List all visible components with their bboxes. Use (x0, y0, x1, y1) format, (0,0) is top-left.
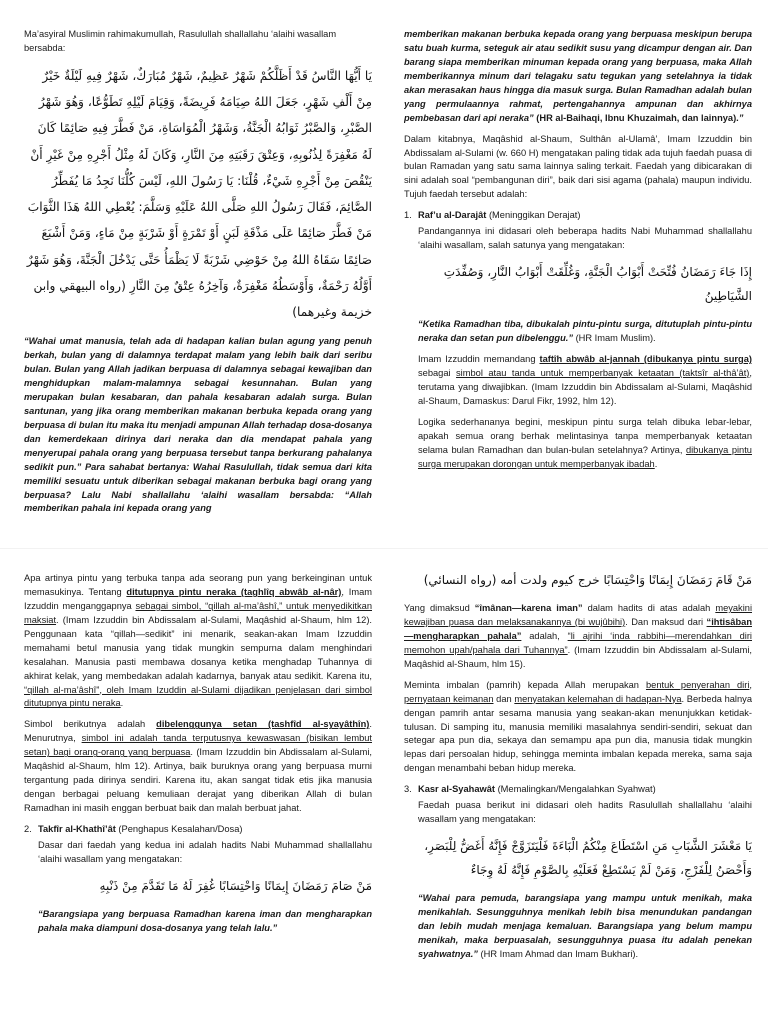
reward-request-paragraph (404, 679, 752, 777)
continuation-text: memberikan makanan berbuka kepada orang yang berpuasa meskipun berupa satu buah kurma, seteguk air atau sedikit susu yang dicampur dengan air. Dan barang siapa memberikan minuman kepada orang yang berpuasa, maka Allah memberikannya minum dari telagaku satu tegukan yang setelahnya ia tidak akan merasakan haus hingga dia masuk surga. Bulan Ramadhan adalah bulan yang permulaannya rahmat, pertengahannya ampunan dan akhirnya pembebasan dari api neraka” (404, 29, 752, 123)
item1-quote-reference: (HR Imam Muslim). (572, 333, 656, 343)
hadith-translation: “Wahai umat manusia, telah ada di hadapan kalian bulan agung yang penuh berkah, bulan yang di dalamnya terdapat malam yang lebih baik dari seribu bulan. Bulan yang Allah jadikan berpuasa di dalamnya sebagai kewajiban dan menghidupkan malam-malamnya sebagai kesunnahan. Bulan yang merupakan bulan kesabaran, dan pahala kesabaran adalah surga. Bulan santunan, yang jika orang memberikan makanan berbuka kepada orang yang berpuasa di bulan itu maka itu menjadi ampunan Allah terhadap dosa-dosanya dan kemerdekaan dirinya dari neraka dan dia mendapat pahala yang menyerupai pahala orang yang berpuasa tersebut tanpa berkurang pahalanya sedikit pun.” Para sahabat bertanya: Wahai Rasulullah, tidak semua dari kita memiliki sesuatu untuk diberikan sebagai makanan berbuka bagi orang yang berpuasa? Lalu Nabi shallallahu ‘alaihi wasallam bersabda: “Allah memberikan pahala ini kepada orang yang (24, 336, 372, 514)
text-span: Yang dimaksud (404, 603, 475, 613)
continuation-reference: (HR al-Baihaqi, Ibnu Khuzaimah, dan lainnya). (533, 112, 739, 123)
item-number: 2. (24, 823, 32, 834)
underlined-term: “li ajrihi ‘inda rabbihi—merendahkan diri memohon upah/pahala dari Tuhannya” (404, 630, 752, 655)
item3-quote-reference: (HR Imam Ahmad dan Imam Bukhari). (477, 948, 639, 959)
continuation-quote-mark: ” (738, 112, 744, 123)
underlined-term: simbol atau tanda untuk memperbanyak ketaatan (taktsîr al-thâ’ât) (456, 367, 750, 378)
text-span: Apa artinya pintu yang terbuka tanpa ada seorang pun yang berkeinginan untuk memasukinya. Tentang (24, 573, 372, 597)
iman-ihtisab-paragraph (404, 602, 752, 672)
intro-text: Ma’asyiral Muslimin rahimakumullah, Rasulullah shallallahu ‘alaihi wasallam bersabda: (24, 29, 337, 53)
text-span: . (654, 458, 658, 469)
translation-continuation (404, 28, 752, 126)
top-right-column (404, 28, 752, 540)
item2-quote: “Barangsiapa yang berpuasa Ramadhan karena iman dan mengharapkan pahala maka diampuni dosa-dosanya yang telah lalu.” (38, 908, 372, 933)
underlined-term: dibukanya pintu surga merupakan dorongan untuk memperbanyak ibadah (418, 444, 752, 469)
item1-quote-text: “Ketika Ramadhan tiba, dibukalah pintu-pintu surga, ditutuplah pintu-pintu neraka dan setan pun dibelenggu.” (418, 319, 752, 343)
item1-paragraph-3 (418, 416, 752, 472)
item-title: Kasr al-Syahawât (418, 784, 495, 795)
item3-quote (418, 892, 752, 962)
bottom-right-column (404, 562, 752, 1020)
item2-arabic: مَنْ صَامَ رَمَضَانَ إِيمَانًا وَاحْتِسَابًا غُفِرَ لَهُ مَا تَقَدَّمَ مِنْ ذَنْبِهِ (99, 878, 372, 893)
item3-text: Faedah puasa berikut ini didasari oleh hadits Rasulullah shallallahu ‘alaihi wasallam yang mengatakan: (418, 800, 752, 825)
item3-arabic: يَا مَعْشَرَ الشَّبَابِ مَنِ اسْتَطَاعَ مِنْكُمُ الْبَاءَةَ فَلْيَتَزَوَّجْ فَإِنَّهُ أَغَضُّ لِلْبَصَرِ، وَأَحْصَنُ لِلْفَرْجِ، وَمَنْ لَمْ يَسْتَطِعْ فَعَلَيْهِ بِالصَّوْمِ فَإِنَّهُ لَهُ وِجَاءٌ (424, 839, 752, 878)
underlined-term: meyakini kewajiban puasa dan melaksanakannya (bi wujûbihi) (404, 603, 752, 627)
item-subtitle: (Memalingkan/Mengalahkan Syahwat) (495, 784, 656, 795)
text-span: . (Imam Izzuddin bin Abdissalam al-Sulami, Maqâshid al-Shaum, hlm 12). Penggunaan kata “qillah—sedikit” ini menarik, seakan-akan Imam Izzuddin memahami betul manusia yang tidak mungkin sempurna dalam menghindari kesalahan. Manusia pasti membawa dosanya ketika menghadap Tuhannya di akhirat kelak, yang membedakan adalah kadarnya, banyak atau sedikit. Karena itu, (24, 614, 372, 681)
item-number: 1. (404, 210, 412, 221)
underlined-term: menyatakan kelemahan di hadapan-Nya (514, 693, 682, 704)
item1-quote (418, 318, 752, 346)
shackled-devils-paragraph (24, 718, 372, 816)
text-span: Simbol berikutnya adalah (24, 719, 157, 730)
text-span: , (749, 679, 752, 690)
hell-gates-paragraph (24, 572, 372, 711)
text-span: dan (493, 693, 515, 704)
item-subtitle: (Penghapus Kesalahan/Dosa) (115, 823, 243, 834)
underlined-term: sebagai simbol, “qillah al-ma’âshî,” untuk menyedikitkan maksiat (24, 600, 372, 625)
item-title: Takfîr al-Khathî’ât (38, 823, 116, 834)
arabic-hadith-ramadhan: يَا أَيُّهَا النَّاسُ قَدْ أَظَلَّكُمْ شَهْرٌ عَظِيمٌ، شَهْرٌ مُبَارَكٌ، شَهْرٌ فِيهِ لَيْلَةٌ خَيْرٌ مِنْ أَلْفِ شَهْرٍ، جَعَلَ اللهُ صِيَامَهُ فَرِيضَةً، وَقِيَامَ لَيْلِهِ تَطَوُّعًا، وَهُوَ شَهْرُ الصَّبْرِ، وَالصَّبْرُ ثَوَابُهُ الْجَنَّةُ، وَشَهْرُ الْمُوَاسَاةِ، مَنْ فَطَّرَ فِيهِ صَائِمًا كَانَ لَهُ مَغْفِرَةً لِذُنُوبِهِ، وَعِتْقَ رَقَبَتِهِ مِنَ النَّارِ، وَكَانَ لَهُ مِثْلُ أَجْرِهِ مِنْ غَيْرِ أَنْ يَنْقُصَ مِنْ أَجْرِهِ شَيْءٌ، قُلْنَا: يَا رَسُولَ اللهِ، لَيْسَ كُلُّنَا نَجِدُ مَا يُفَطِّرُ الصَّائِمَ، فَقَالَ رَسُولُ اللهِ صَلَّى اللهُ عَلَيْهِ وَسَلَّمَ: يُعْطِي اللهُ هَذَا الثَّوَابَ مَنْ فَطَّرَ صَائِمًا عَلَى مَذْقَةِ لَبَنٍ أَوْ تَمْرَةٍ أَوْ شَرْبَةٍ مِنْ مَاءٍ، وَمَنْ أَشْبَعَ صَائِمًا سَقَاهُ اللهُ مِنْ حَوْضِي شَرْبَةً لَا يَظْمَأُ حَتَّى يَدْخُلَ الْجَنَّةَ، وَهُوَ شَهْرٌ أَوَّلُهُ رَحْمَةٌ، وَأَوْسَطُهُ مَغْفِرَةٌ، وَآخِرُهُ عِتْقٌ مِنَ النَّارِ (رواه البيهقي وابن خزيمة وغيرهما) (26, 68, 372, 319)
item1-text: Pandangannya ini didasari oleh beberapa hadits Nabi Muhammad shallallahu ‘alaihi wasallam, salah satunya yang mengatakan: (418, 226, 752, 251)
item2-text: Dasar dari faedah yang kedua ini adalah hadits Nabi Muhammad shallallahu ‘alaihi wasallam yang mengatakan: (38, 839, 372, 864)
item1-paragraph-2 (418, 353, 752, 409)
seven-benefits-intro: Dalam kitabnya, Maqâshid al-Shaum, Sulthân al-Ulamâ’, Imam Izzuddin bin Abdissalam al-Sulami (w. 660 H) mengatakan paling tidak ada tujuh faedah puasa di bulan Ramadan yang satu sama lainnya saling terkait. Faedah yang dibicarakan di sini adalah soal “pembangunan diri”, baik dari sisi agama (pahala) maupun individu. Tujuh faedah tersebut adalah: (404, 133, 752, 200)
text-span: Imam Izzuddin memandang (418, 353, 540, 364)
text-span: . (120, 698, 124, 709)
arabic-hadith-nasai: مَنْ قَامَ رَمَضَانَ إِيمَانًا وَاحْتِسَابًا خرج كيوم ولدت أمه (رواه النسائي) (423, 573, 752, 587)
text-span: dalam hadits di atas adalah (582, 603, 716, 613)
text-span: . Dan maksud dari (625, 616, 707, 627)
text-span: adalah, (521, 630, 568, 641)
text-span: . (Imam Izzuddin bin Abdissalam al-Sulami, Maqâshid al-Shaum, hlm 15). (404, 644, 752, 669)
item-number: 3. (404, 784, 412, 795)
bold-term: “îmânan—karena iman” (474, 603, 583, 613)
underlined-term: pernyataan keimanan (404, 693, 494, 704)
text-span: , terutama yang diwajibkan. (Imam Izzuddin bin Abdissalam al-Sulami, Maqâshid al-Shaum, Damaskus: Darul Fikr, 1992, hlm 12). (418, 367, 752, 406)
text-span: sebagai (418, 367, 457, 378)
text-span: . (Imam Izzuddin bin Abdissalam al-Sulami, Maqâshid al-Shaum, hlm 12). Artinya, baik buruknya orang yang berpuasa murni tergantung pada dirinya sendiri. Karena itu, akan sangat tidak etis jika manusia dengan berbagai peluang kemuliaan derajat yang diberikan Allah di bulan Ramadhan ini masih enggan berbuat baik dan malah berbuat jahat. (24, 747, 372, 813)
benefit-item-3 (404, 783, 752, 797)
text-span: . Berbeda halnya dengan pamrih antar sesama manusia yang seakan-akan menunjukkan ketidak-tulusan. Di samping itu, manusia memiliki masalahnya sendiri-sendiri, sekuat dan setegar apa pun dia, sekaya dan semampu apa pun dia, manusia tidak mungkin lepas dari persoalan hidup, sehingga meminta imbalan kepada mereka, sama saja dengan menambahi beban hidup mereka. (404, 693, 752, 774)
underlined-term: ditutupnya pintu neraka (taghlîq abwâb al-nâr) (126, 586, 342, 597)
benefit-item-1 (404, 209, 752, 223)
underlined-term: bentuk penyerahan diri (645, 679, 750, 690)
benefit-item-2 (24, 823, 372, 837)
text-span: . Menurutnya, (24, 719, 372, 744)
text-span: , Imam Izzuddin menganggapnya (24, 586, 372, 611)
page-divider (0, 548, 768, 549)
top-left-column (24, 28, 372, 540)
bottom-left-column (24, 572, 372, 1020)
underlined-term: taftîh abwâb al-jannah (dibukanya pintu surga) (539, 353, 752, 364)
underlined-term: “ihtisâban—mengharapkan pahala” (404, 616, 752, 641)
item-subtitle: (Meninggikan Derajat) (486, 210, 581, 221)
item3-quote-text: “Wahai para pemuda, barangsiapa yang mampu untuk menikah, maka menikahlah. Sesungguhnya menikah lebih bisa menundukan pandangan dan lebih mudah menjaga kemaluan. Barangsiapa yang belum mampu menikah, maka berpuasalah, sesungguhnya puasa itu adalah penekan syahwatnya.” (418, 893, 752, 959)
text-span: Meminta imbalan (pamrih) kepada Allah merupakan (404, 679, 646, 690)
underlined-term: “qillah al-ma’âshî”, oleh Imam Izuddin al-Sulami dijadikan penjelasan dari simbol ditutupnya pintu neraka (24, 684, 372, 709)
item1-arabic: إِذَا جَاءَ رَمَضَانُ فُتِّحَتْ أَبْوَابُ الْجَنَّةِ، وَغُلِّقَتْ أَبْوَابُ النَّارِ، وَصُفِّدَتِ الشَّيَاطِينُ (443, 265, 752, 304)
text-span: Logika sederhananya begini, meskipun pintu surga telah dibuka lebar-lebar, apakah semua orang berhak melintasinya tanpa memperbanyak ketaatan selama bulan Ramadhan dan bulan-bulan setelahnya? Artinya, (418, 416, 752, 455)
underlined-term: dibelenggunya setan (tashfîd al-syayâthîn) (156, 719, 370, 730)
item-title: Raf’u al-Darajât (418, 210, 487, 221)
underlined-term: simbol ini adalah tanda terputusnya kewaswasan (bisikan lembut setan) bagi orang-orang yang berpuasa (24, 733, 372, 758)
